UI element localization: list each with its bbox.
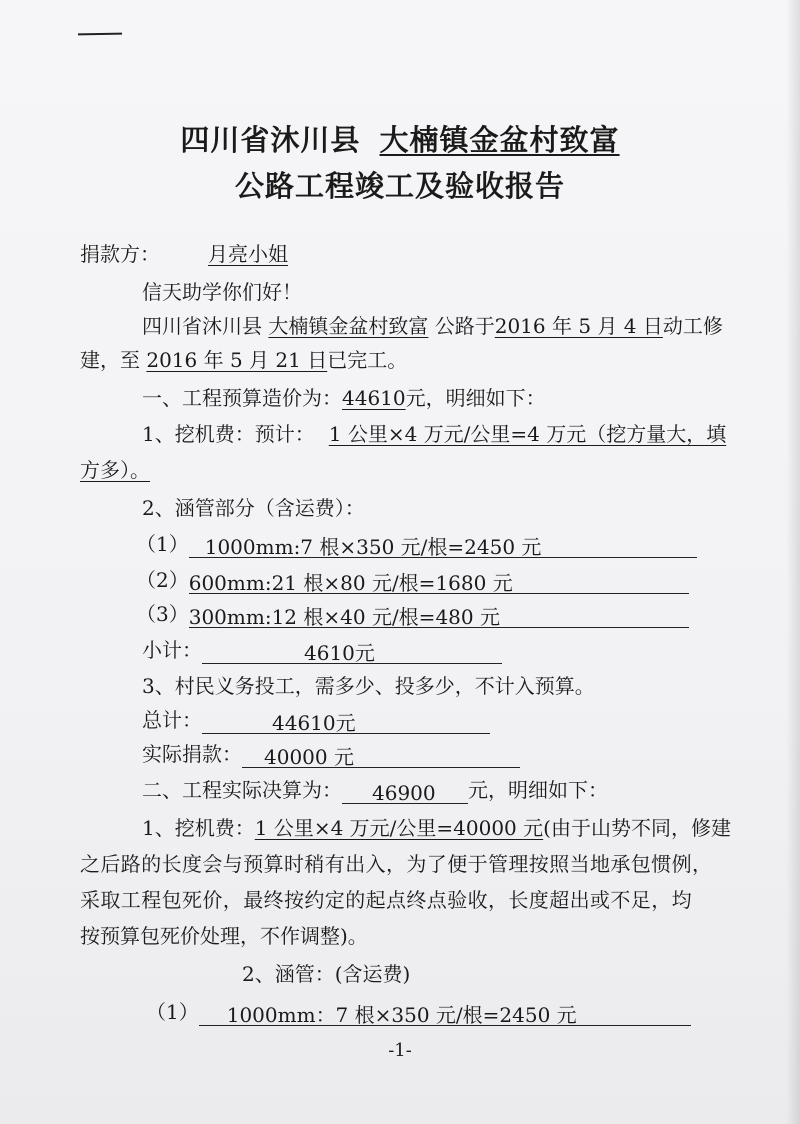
intro-middle: 公路于 (434, 314, 495, 338)
donation-label: 实际捐款： (142, 742, 242, 766)
report-title-line1 (0, 118, 800, 159)
donor-name: 月亮小姐 (208, 242, 288, 266)
title-county: 四川省沐川县 (180, 123, 361, 157)
actual-item1-value: 1 公里×4 万元/公里=40000 元 (254, 816, 544, 840)
subtotal-line (142, 636, 502, 664)
budget-item1-value-line2: 方多）。 (80, 458, 150, 482)
budget-item2-heading: 2、涵管部分（含运费）： (142, 496, 365, 520)
actual-item2-heading: 2、涵管：(含运费) (242, 962, 411, 986)
actual-item1-rest: (由于山势不同，修建 (543, 816, 731, 840)
donation-line (142, 740, 520, 768)
actual-item1 (142, 814, 731, 842)
actual-pipe-row-1-index: （1） (146, 1000, 199, 1024)
pipe-row-2 (136, 566, 689, 594)
intro-line2 (80, 346, 407, 374)
actual-heading (142, 776, 608, 804)
total-line (142, 706, 490, 734)
budget-item1-cont (80, 456, 164, 484)
budget-total: 44610 (342, 386, 406, 410)
pipe-row-1 (136, 530, 697, 558)
intro-start-date: 2016 年 5 月 4 日 (494, 314, 663, 338)
intro-county: 四川省沐川县 (142, 314, 262, 338)
intro-line2-prefix: 建，至 (80, 348, 140, 372)
pipe-row-2-text: 600mm:21 根×80 元/根=1680 元 (188, 571, 513, 595)
budget-heading (142, 384, 546, 412)
actual-heading-prefix: 二、工程实际决算为： (142, 778, 342, 802)
actual-total-blank (342, 779, 468, 804)
intro-end-date: 2016 年 5 月 21 日 (146, 348, 328, 372)
corner-pen-mark (78, 33, 122, 36)
actual-item1-prefix: 1、挖机费： (142, 816, 255, 840)
donor-label: 捐款方： (80, 242, 160, 266)
actual-pipe-row-1 (146, 998, 691, 1026)
budget-item1 (142, 420, 726, 448)
report-title-line2: 公路工程竣工及验收报告 (234, 169, 565, 203)
pipe-row-3 (136, 600, 689, 628)
actual-item1-line4: 按预算包死价处理，不作调整)。 (80, 924, 368, 948)
actual-pipe-row-1-blank (199, 1001, 691, 1026)
actual-total: 46900 (372, 781, 436, 805)
title-place: 大楠镇金盆村致富 (379, 123, 620, 157)
subtotal-label: 小计： (142, 638, 202, 662)
pipe-row-2-blank (189, 569, 689, 594)
pipe-row-1-text: 1000mm:7 根×350 元/根=2450 元 (204, 535, 542, 559)
donation-blank (242, 743, 520, 768)
donation-value: 40000 元 (264, 745, 354, 769)
actual-item1-line2: 之后路的长度会与预算时稍有出入，为了便于管理按照当地承包惯例， (80, 852, 713, 876)
donor-line (80, 240, 312, 268)
total-label: 总计： (142, 708, 202, 732)
greeting: 信天助学你们好！ (142, 280, 302, 304)
pipe-row-3-blank (189, 603, 689, 628)
budget-item3: 3、村民义务投工，需多少、投多少，不计入预算。 (142, 674, 595, 698)
budget-heading-prefix: 一、工程预算造价为： (142, 386, 342, 410)
intro-place: 大楠镇金盆村致富 (268, 314, 429, 338)
total-blank (202, 709, 490, 734)
subtotal-value: 4610元 (304, 641, 375, 665)
total-value: 44610元 (272, 711, 356, 735)
actual-item1-line3: 采取工程包死价，最终按约定的起点终点验收，长度超出或不足，均 (80, 888, 692, 912)
actual-heading-suffix: 元，明细如下： (468, 778, 608, 802)
pipe-row-3-text: 300mm:12 根×40 元/根=480 元 (188, 605, 500, 629)
intro-line1 (142, 312, 723, 340)
pipe-row-1-blank (189, 533, 697, 558)
pipe-row-3-index: （3） (136, 602, 189, 626)
actual-pipe-row-1-text: 1000mm：7 根×350 元/根=2450 元 (226, 1003, 577, 1027)
page-number: -1- (388, 1040, 412, 1061)
budget-item1-value: 1 公里×4 万元/公里=4 万元（挖方量大，填 (328, 422, 727, 446)
budget-heading-suffix: 元，明细如下： (405, 386, 546, 410)
budget-item1-prefix: 1、挖机费：预计： (142, 422, 315, 446)
pipe-row-1-index: （1） (136, 532, 189, 556)
intro-suffix: 动工修 (662, 314, 723, 338)
pipe-row-2-index: （2） (136, 568, 189, 592)
intro-line2-suffix: 已完工。 (327, 348, 408, 372)
subtotal-blank (202, 639, 502, 664)
